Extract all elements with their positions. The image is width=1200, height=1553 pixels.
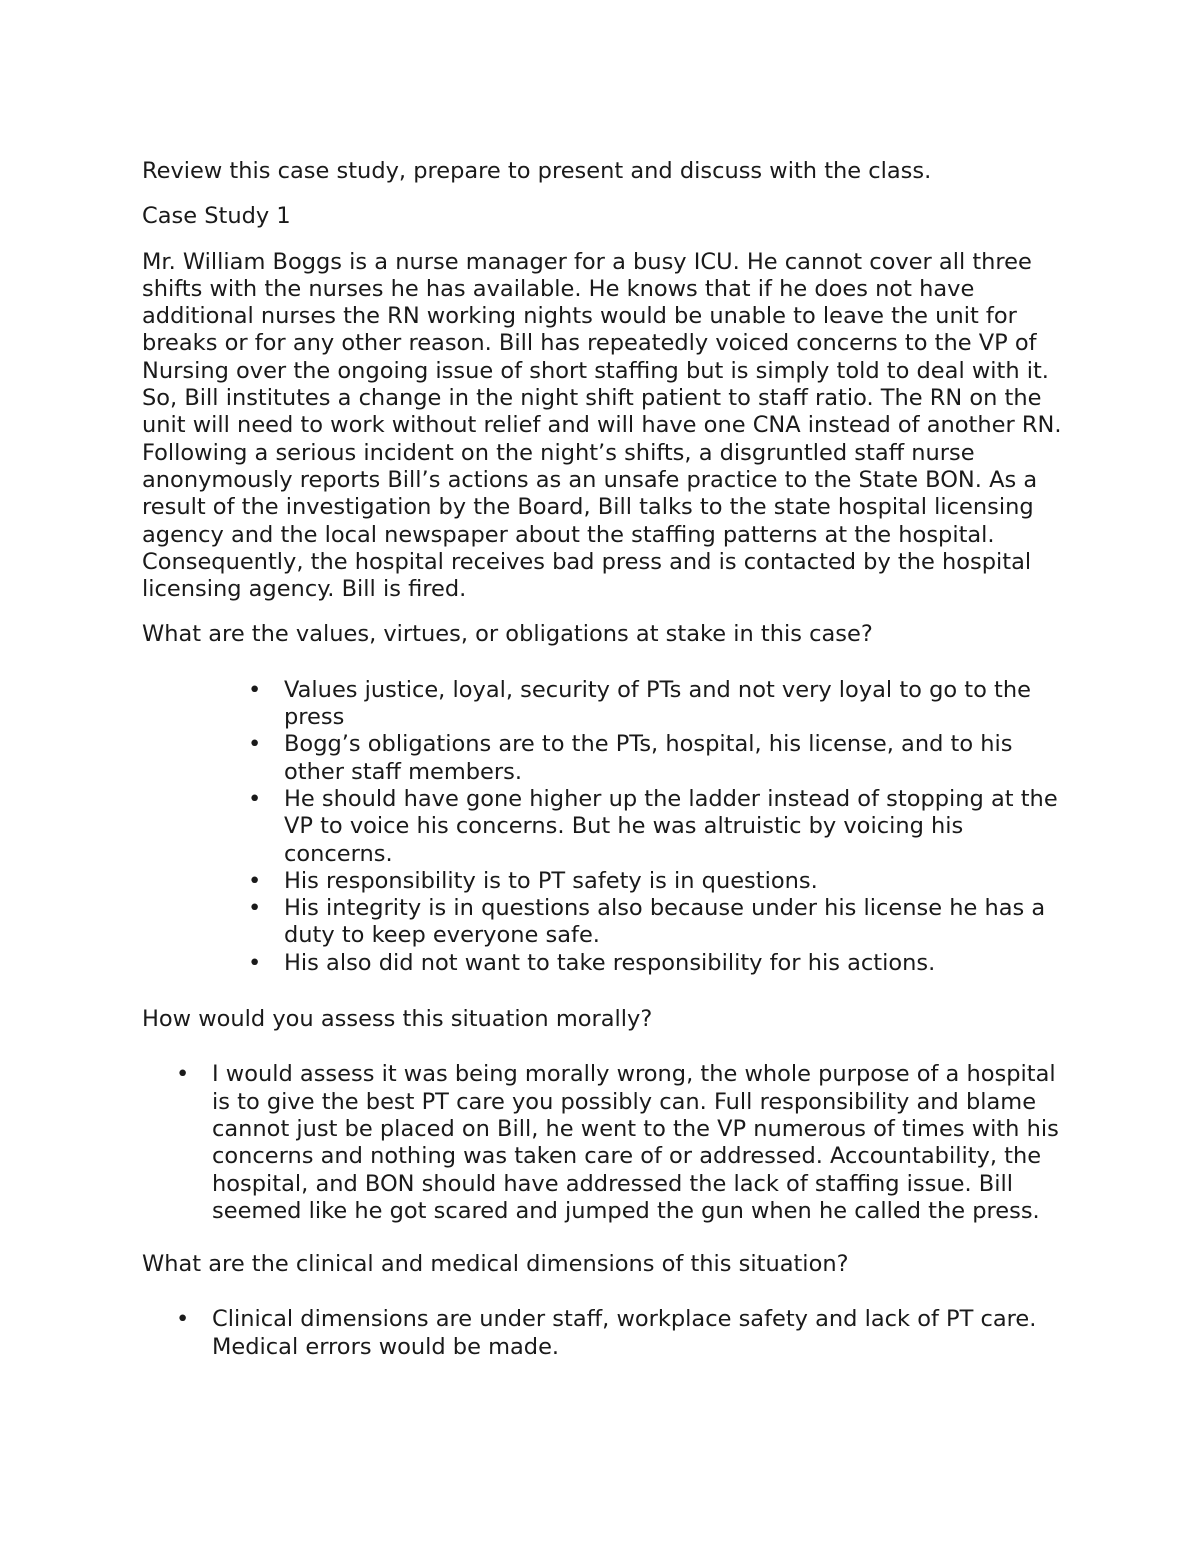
answer-list-morally xyxy=(142,1061,1072,1225)
list-item xyxy=(248,949,1072,977)
answer-text: He should have gone higher up the ladder instead of stopping at the VP to voice his concerns. But he was altruistic by voicing his concerns. xyxy=(284,785,1058,867)
answer-text: Clinical dimensions are under staff, workplace safety and lack of PT care. Medical errors would be made. xyxy=(212,1306,1037,1360)
bullet-icon: • xyxy=(248,676,262,703)
document-page xyxy=(142,158,1072,1387)
list-item xyxy=(176,1061,1072,1225)
answer-text: His integrity is in questions also because under his license he has a duty to keep everyone safe. xyxy=(284,895,1046,949)
bullet-icon: • xyxy=(248,731,262,758)
list-item xyxy=(248,676,1072,732)
question-clinical: What are the clinical and medical dimensions of this situation? xyxy=(142,1251,849,1278)
bullet-icon: • xyxy=(248,895,262,922)
bullet-icon: • xyxy=(176,1061,190,1088)
answer-text: Values justice, loyal, security of PTs and not very loyal to go to the press xyxy=(284,676,1031,731)
case-title: Case Study 1 xyxy=(142,203,291,230)
answer-list-values xyxy=(142,677,1072,977)
list-item xyxy=(248,895,1072,950)
bullet-icon: • xyxy=(248,949,262,976)
answer-text: His also did not want to take responsibility for his actions. xyxy=(284,949,936,976)
question-morally: How would you assess this situation morally? xyxy=(142,1006,653,1033)
intro-text: Review this case study, prepare to present and discuss with the class. xyxy=(142,158,932,184)
list-item xyxy=(248,731,1072,786)
answer-text: I would assess it was being morally wrong, the whole purpose of a hospital is to give the best PT care you possibly can. Full responsibility and blame cannot just be placed on Bill, he went to the VP numerous of times with his concerns and nothing was taken care of or addressed. Accountability, the hospital, and BON should have addressed the lack of staffing issue. Bill seemed like he got scared and jumped the gun when he called the press. xyxy=(212,1061,1059,1224)
list-item xyxy=(248,785,1072,868)
case-body: Mr. William Boggs is a nurse manager for a busy ICU. He cannot cover all three shifts with the nurses he has available. He knows that if he does not have additional nurses the RN working nights would be unable to leave the unit for breaks or for any other reason. Bill has repeatedly voiced concerns to the VP of Nursing over the ongoing issue of short staffing but is simply told to deal with it. So, Bill institutes a change in the night shift patient to staff ratio. The RN on the unit will need to work without relief and will have one CNA instead of another RN. Following a serious incident on the night’s shifts, a disgruntled staff nurse anonymously reports Bill’s actions as an unsafe practice to the State BON. As a result of the investigation by the Board, Bill talks to the state hospital licensing agency and the local newspaper about the staffing patterns at the hospital. Consequently, the hospital receives bad press and is contacted by the hospital licensing agency. Bill is fired. xyxy=(142,248,1062,603)
answer-text: Bogg’s obligations are to the PTs, hospital, his license, and to his other staff members. xyxy=(284,731,1013,785)
bullet-icon: • xyxy=(248,785,262,812)
bullet-icon: • xyxy=(176,1306,190,1333)
list-item xyxy=(248,867,1072,895)
answer-text: His responsibility is to PT safety is in questions. xyxy=(284,867,818,894)
question-values: What are the values, virtues, or obligations at stake in this case? xyxy=(142,621,873,648)
answer-list-clinical xyxy=(142,1306,1072,1361)
bullet-icon: • xyxy=(248,867,262,894)
list-item xyxy=(176,1306,1072,1361)
